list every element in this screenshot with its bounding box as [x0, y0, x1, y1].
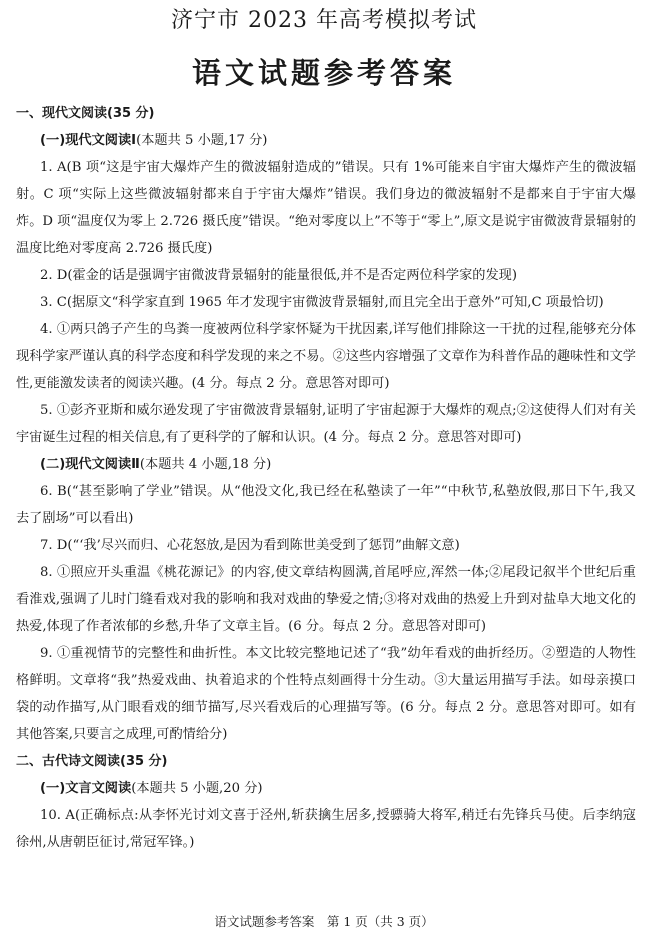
subsection-heading: [16, 127, 636, 154]
answer-item-9: 9. ①重视情节的完整性和曲折性。本文比较完整地记述了“我”幼年看戏的曲折经历。②塑造的人物性格鲜明。文章将“我”热爱戏曲、执着追求的个性特点刻画得十分生动。③大量运用描写手法。如母亲摸口袋的动作描写,从门眼看戏的细节描写,尽兴看戏后的心理描写等。(6 分。每点 2 分。意思答对即可。如有其他答案,只要言之成理,可酌情给分): [16, 646, 636, 742]
subsection-title: (一)文言文阅读: [40, 781, 132, 796]
subsection-note: (本题共 5 小题,17 分): [136, 133, 268, 148]
document-title: 语文试题参考答案: [191, 56, 456, 90]
subsection-title: (二)现代文阅读Ⅱ: [40, 457, 140, 472]
subsection-heading: [16, 451, 636, 478]
subsection-title: (一)现代文阅读Ⅰ: [40, 133, 137, 148]
answer-item-1: 1. A(B 项“这是宇宙大爆炸产生的微波辐射造成的”错误。只有 1%可能来自宇宙大爆炸产生的微波辐射。C 项“实际上这些微波辐射都来自于宇宙大爆炸”错误。我们身边的微波辐射不是都来自于宇宙大爆炸。D 项“温度仅为零上 2.726 摄氏度”错误。“绝对零度以上”不等于“零上”,原文是说宇宙微波背景辐射的温度比绝对零度高 2.726 摄氏度): [16, 160, 636, 256]
answer-content: [16, 100, 636, 856]
page-footer: 语文试题参考答案 第 1 页（共 3 页）: [214, 914, 434, 929]
answer-item-3: 3. C(据原文“科学家直到 1965 年才发现宇宙微波背景辐射,而且完全出于意外”可知,C 项最恰切): [40, 295, 604, 310]
subsection-note: (本题共 5 小题,20 分): [131, 781, 263, 796]
section-heading-modern-reading: 一、现代文阅读(35 分): [16, 106, 155, 121]
answer-item-5: 5. ①彭齐亚斯和威尔逊发现了宇宙微波背景辐射,证明了宇宙起源于大爆炸的观点;②这使得人们对有关宇宙诞生过程的相关信息,有了更科学的了解和认识。(4 分。每点 2 分。意思答对即可): [16, 403, 636, 445]
subsection-heading: [16, 775, 636, 802]
answer-item-4: 4. ①两只鸽子产生的鸟粪一度被两位科学家怀疑为干扰因素,详写他们排除这一干扰的过程,能够充分体现科学家严谨认真的科学态度和科学发现的来之不易。②这些内容增强了文章作为科普作品的趣味性和文学性,更能激发读者的阅读兴趣。(4 分。每点 2 分。意思答对即可): [16, 322, 636, 391]
exam-title: 济宁市 2023 年高考模拟考试: [171, 8, 477, 33]
answer-item-2: 2. D(霍金的话是强调宇宙微波背景辐射的能量很低,并不是否定两位科学家的发现): [40, 268, 518, 283]
answer-item-8: 8. ①照应开头重温《桃花源记》的内容,使文章结构圆满,首尾呼应,浑然一体;②尾段记叙半个世纪后重看淮戏,强调了儿时门缝看戏对我的影响和我对戏曲的挚爱之情;③将对戏曲的热爱上升到对盐阜大地文化的热爱,体现了作者浓郁的乡愁,升华了文章主旨。(6 分。每点 2 分。意思答对即可): [16, 565, 636, 634]
subsection-note: (本题共 4 小题,18 分): [139, 457, 272, 472]
answer-item-6: 6. B(“甚至影响了学业”错误。从“他没文化,我已经在私塾读了一年”“中秋节,私塾放假,那日下午,我又去了剧场”可以看出): [16, 484, 636, 526]
answer-item-10: 10. A(正确标点:从李怀光讨刘文喜于泾州,斩获擒生居多,授骠骑大将军,稍迁右先锋兵马使。后李纳寇徐州,从唐朝臣征讨,常冠军锋。): [16, 808, 636, 850]
section-heading-classical-reading: 二、古代诗文阅读(35 分): [16, 754, 168, 769]
answer-item-7: 7. D(“‘我’尽兴而归、心花怒放,是因为看到陈世美受到了惩罚”曲解文意): [40, 538, 460, 553]
